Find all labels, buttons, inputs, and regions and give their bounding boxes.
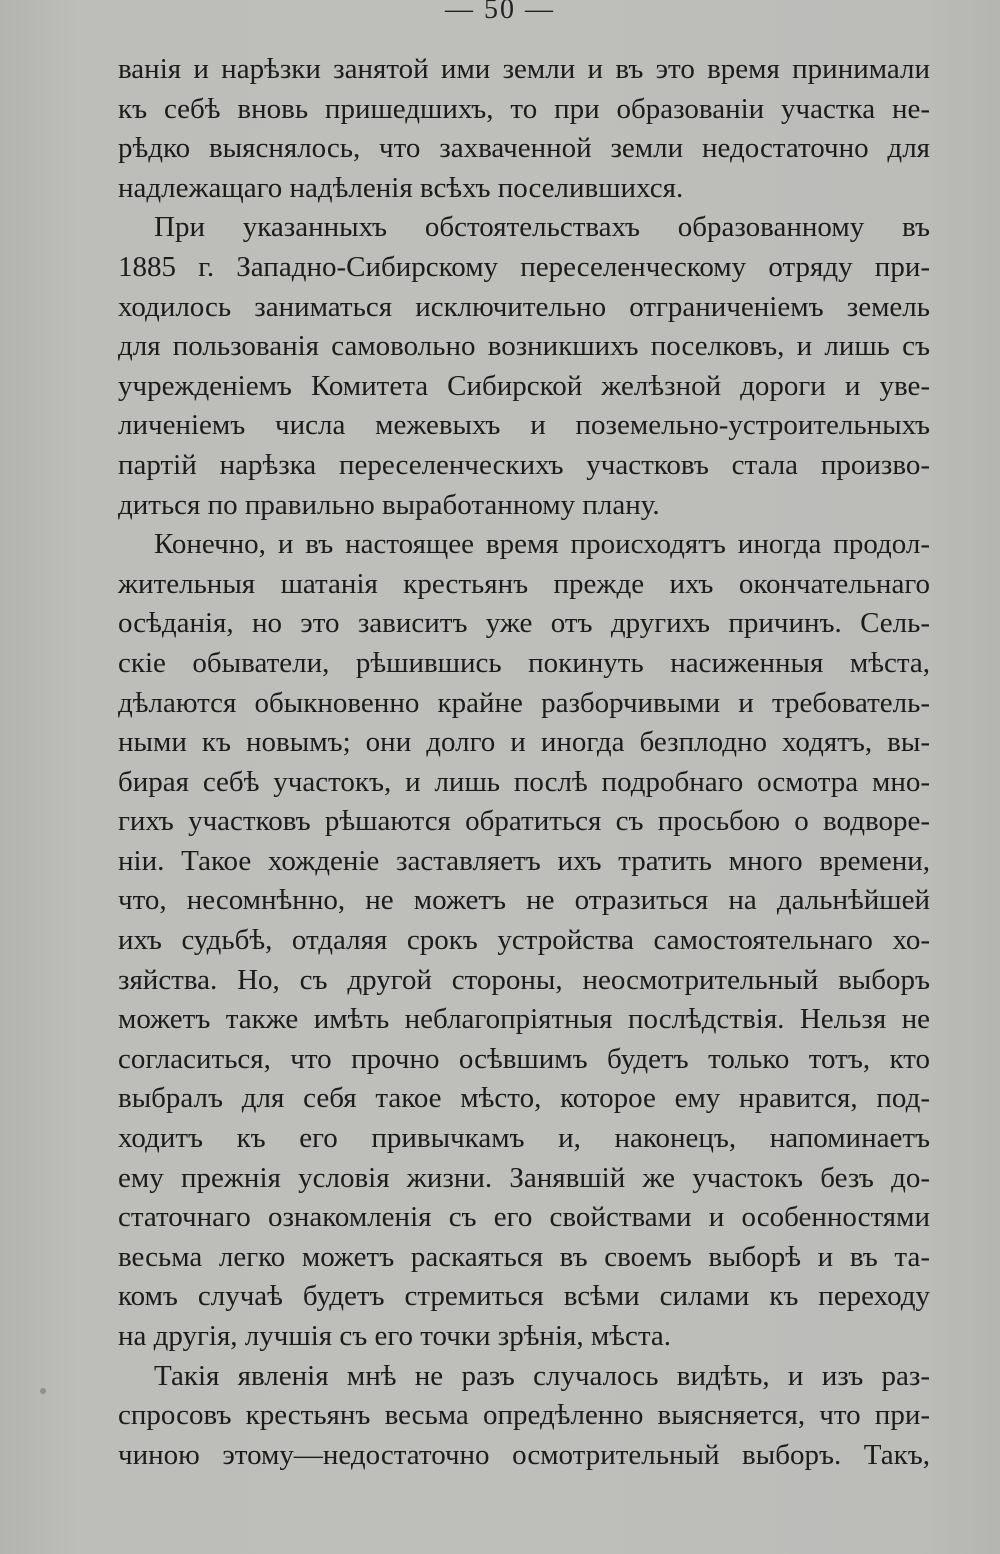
paragraph	[118, 208, 930, 525]
text-line: личеніемъ числа межевыхъ и поземельно-устроительныхъ	[118, 409, 930, 442]
text-line: къ себѣ вновь пришедшихъ, то при образованіи участка не-	[118, 92, 930, 125]
text-line: рѣдко выяснялось, что захваченной земли недостаточно для	[118, 132, 930, 165]
text-line: При указанныхъ обстоятельствахъ образованному въ	[154, 211, 930, 244]
text-line: учрежденіемъ Комитета Сибирской желѣзной дороги и уве-	[118, 369, 930, 402]
text-line: Конечно, и въ настоящее время происходятъ иногда продол-	[154, 528, 930, 561]
text-line: ходилось заниматься исключительно отграниченіемъ земель	[118, 290, 930, 323]
text-line: чиною этому—недостаточно осмотрительный выборъ. Такъ,	[118, 1438, 930, 1471]
text-line: ными къ новымъ; они долго и иногда безплодно ходятъ, вы-	[118, 726, 930, 759]
text-line: выбралъ для себя такое мѣсто, которое ему нравится, под-	[118, 1082, 930, 1115]
text-line: жительныя шатанія крестьянъ прежде ихъ окончательнаго	[118, 567, 930, 600]
text-line: ванія и нарѣзки занятой ими земли и въ это время принимали	[118, 53, 930, 85]
text-line: комъ случаѣ будетъ стремиться всѣми силами къ переходу	[118, 1280, 930, 1313]
text-line: бирая себѣ участокъ, и лишь послѣ подробнаго осмотра мно-	[118, 765, 930, 798]
text-line: можетъ также имѣть неблагопріятныя послѣдствія. Нельзя не	[118, 1003, 930, 1036]
text-line: дѣлаются обыкновенно крайне разборчивыми и требователь-	[118, 686, 930, 719]
text-line: гихъ участковъ рѣшаются обратиться съ просьбою о водворе-	[118, 805, 930, 838]
page-number: — 50 —	[445, 0, 555, 25]
text-line: на другія, лучшія съ его точки зрѣнія, мѣста.	[118, 1320, 671, 1352]
margin-speck	[40, 1388, 46, 1394]
text-line: что, несомнѣнно, не можетъ не отразиться на дальнѣйшей	[118, 884, 930, 917]
paragraph	[118, 50, 930, 208]
body-text	[118, 50, 930, 1475]
text-line: ихъ судьбѣ, отдаляя срокъ устройства самостоятельнаго хо-	[118, 924, 930, 957]
text-line: Такія явленія мнѣ не разъ случалось видѣть, и изъ раз-	[154, 1359, 930, 1392]
text-line: статочнаго ознакомленія съ его свойствами и особенностями	[118, 1201, 930, 1234]
text-line: согласиться, что прочно осѣвшимъ будетъ только тотъ, кто	[118, 1042, 930, 1075]
text-line: для пользованія самовольно возникшихъ поселковъ, и лишь съ	[118, 330, 930, 363]
text-line: партій нарѣзка переселенческихъ участковъ стала произво-	[118, 448, 930, 481]
text-line: надлежащаго надѣленія всѣхъ поселившихся.	[118, 171, 684, 204]
text-line: спросовъ крестьянъ весьма опредѣленно выясняется, что при-	[118, 1399, 930, 1432]
text-line: диться по правильно выработанному плану.	[118, 488, 660, 521]
text-line: осѣданія, но это зависитъ уже отъ другихъ причинъ. Сель-	[118, 607, 930, 640]
text-line: весьма легко можетъ раскаяться въ своемъ выборѣ и въ та-	[118, 1240, 930, 1273]
text-line: скіе обыватели, рѣшившись покинуть насиженныя мѣста,	[118, 646, 930, 679]
text-line: ходитъ къ его привычкамъ и, наконецъ, напоминаетъ	[118, 1122, 930, 1155]
text-line: зяйства. Но, съ другой стороны, неосмотрительный выборъ	[118, 963, 930, 996]
paragraph	[118, 1357, 930, 1476]
text-line: ему прежнія условія жизни. Занявшій же участокъ безъ до-	[118, 1161, 930, 1194]
text-line: 1885 г. Западно-Сибирскому переселенческому отряду при-	[118, 250, 930, 283]
paragraph	[118, 525, 930, 1356]
text-line: ніи. Такое хожденіе заставляетъ ихъ тратить много времени,	[118, 844, 930, 877]
